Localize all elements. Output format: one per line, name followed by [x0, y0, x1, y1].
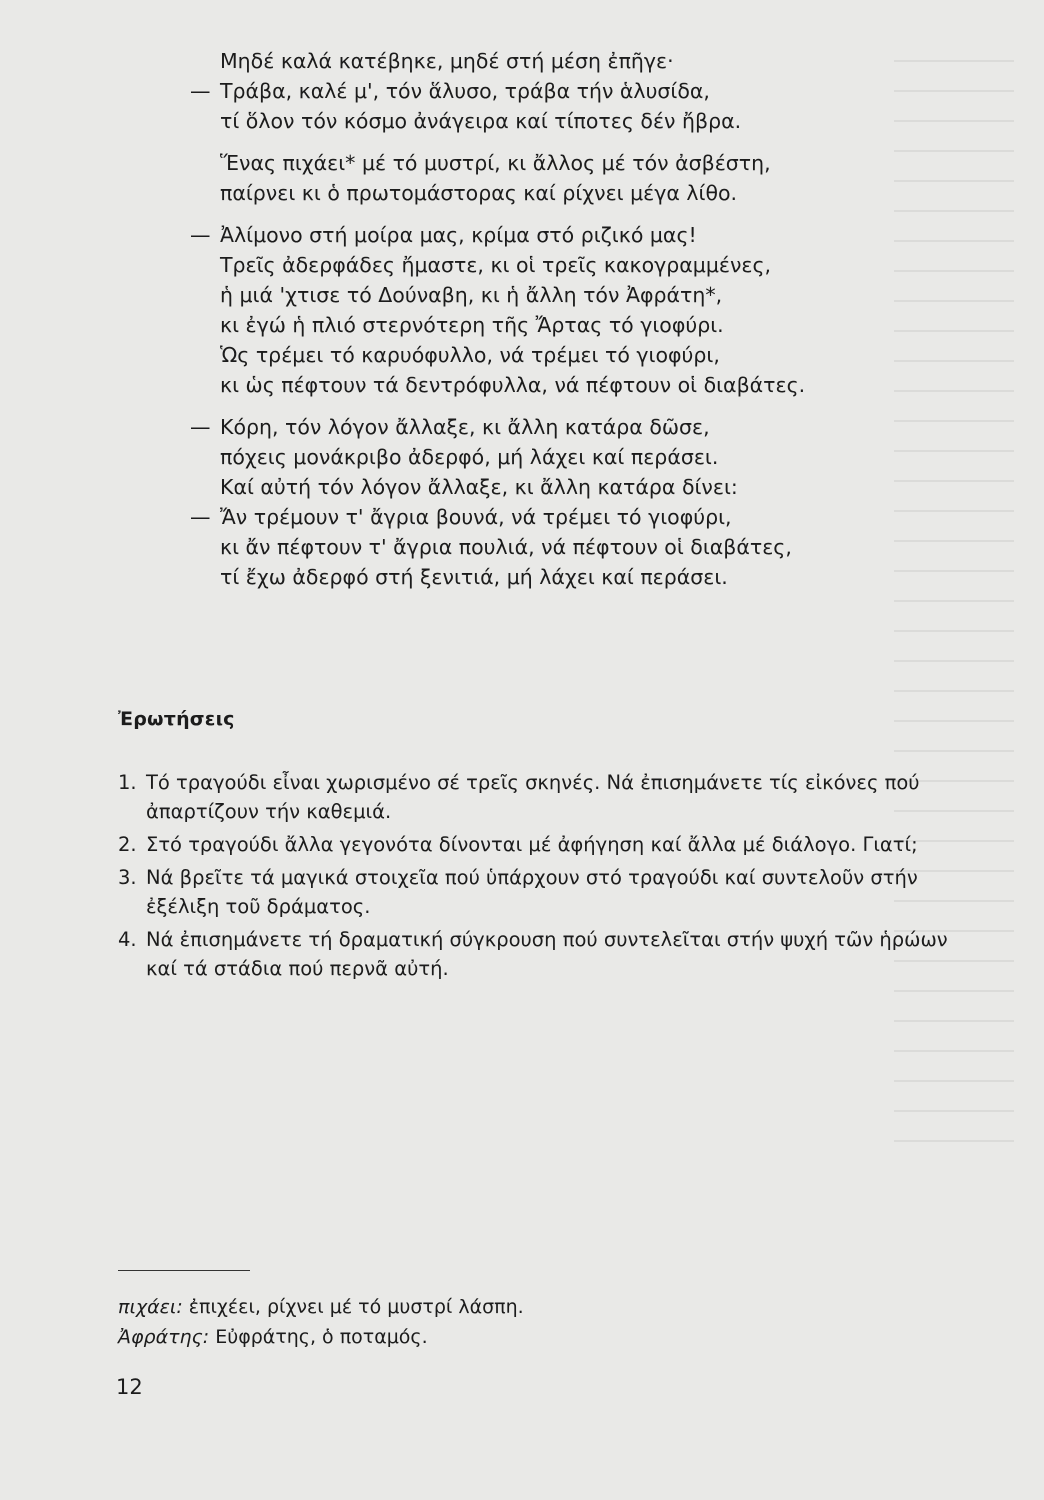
- question-number: 1.: [118, 771, 137, 794]
- page-number: 12: [116, 1375, 143, 1399]
- poem-line: [190, 370, 910, 400]
- poem-line-text: κι ἐγώ ἡ πλιό στερνότερη τῆς Ἄρτας τό γιοφύρι.: [220, 313, 724, 337]
- question-text: Νά βρεῖτε τά μαγικά στοιχεῖα πού ὑπάρχουν στό τραγούδι καί συντελοῦν στήν ἐξέλιξη τοῦ δράματος.: [146, 866, 918, 918]
- footnote: [118, 1322, 818, 1352]
- footnotes: [118, 1292, 818, 1352]
- poem-line: [190, 220, 910, 250]
- poem: [190, 46, 910, 592]
- poem-line-text: Κόρη, τόν λόγον ἄλλαξε, κι ἄλλη κατάρα δῶσε,: [220, 415, 710, 439]
- question-item: [118, 925, 978, 983]
- poem-line: [190, 310, 910, 340]
- poem-line: [190, 148, 910, 178]
- poem-line-text: παίρνει κι ὁ πρωτομάστορας καί ρίχνει μέγα λίθο.: [220, 181, 738, 205]
- poem-line-text: Μηδέ καλά κατέβηκε, μηδέ στή μέση ἐπῆγε·: [220, 49, 674, 73]
- poem-line: [190, 250, 910, 280]
- poem-line: [190, 412, 910, 442]
- footnote-rule: [118, 1270, 250, 1271]
- question-number: 2.: [118, 833, 137, 856]
- poem-line-text: Καί αὐτή τόν λόγον ἄλλαξε, κι ἄλλη κατάρα δίνει:: [220, 475, 738, 499]
- stanza-4: [190, 412, 910, 592]
- dialogue-dash: —: [190, 415, 211, 439]
- poem-line-text: ἡ μιά 'χτισε τό Δούναβη, κι ἡ ἄλλη τόν Ἀφράτη*,: [220, 283, 723, 307]
- question-item: [118, 768, 978, 826]
- poem-line: [190, 106, 910, 136]
- poem-line-text: πόχεις μονάκριβο ἀδερφό, μή λάχει καί περάσει.: [220, 445, 719, 469]
- poem-line: [190, 46, 910, 76]
- footnote: [118, 1292, 818, 1322]
- question-number: 4.: [118, 928, 137, 951]
- stanza-3: [190, 220, 910, 400]
- poem-line: [190, 502, 910, 532]
- poem-line-text: Ὡς τρέμει τό καρυόφυλλο, νά τρέμει τό γιοφύρι,: [220, 343, 720, 367]
- poem-line: [190, 442, 910, 472]
- question-number: 3.: [118, 866, 137, 889]
- footnote-term: Ἀφράτης:: [118, 1326, 210, 1348]
- footnote-definition: Εὐφράτης, ὁ ποταμός.: [209, 1326, 428, 1348]
- poem-line: [190, 472, 910, 502]
- dialogue-dash: —: [190, 505, 211, 529]
- poem-line-text: Ἕνας πιχάει* μέ τό μυστρί, κι ἄλλος μέ τόν ἀσβέστη,: [220, 151, 771, 175]
- question-text: Νά ἐπισημάνετε τή δραματική σύγκρουση πού συντελεῖται στήν ψυχή τῶν ἡρώων καί τά στάδια πού περνᾶ αὐτή.: [146, 928, 948, 980]
- poem-line-text: Τρεῖς ἀδερφάδες ἤμαστε, κι οἱ τρεῖς κακογραμμένες,: [220, 253, 772, 277]
- question-item: [118, 830, 978, 859]
- bleed-through-shadow: [894, 60, 1014, 1160]
- questions-title: Ἐρωτήσεις: [118, 708, 235, 730]
- dialogue-dash: —: [190, 79, 211, 103]
- question-text: Στό τραγούδι ἄλλα γεγονότα δίνονται μέ ἀφήγηση καί ἄλλα μέ διάλογο. Γιατί;: [146, 833, 918, 856]
- question-text: Τό τραγούδι εἶναι χωρισμένο σέ τρεῖς σκηνές. Νά ἐπισημάνετε τίς εἰκόνες πού ἀπαρτίζουν τήν καθεμιά.: [146, 771, 920, 823]
- poem-line: [190, 280, 910, 310]
- questions-list: [118, 768, 978, 983]
- poem-line: [190, 76, 910, 106]
- footnote-definition: ἐπιχέει, ρίχνει μέ τό μυστρί λάσπη.: [182, 1296, 524, 1318]
- poem-line-text: Ἄν τρέμουν τ' ἄγρια βουνά, νά τρέμει τό γιοφύρι,: [220, 505, 732, 529]
- footnote-term: πιχάει:: [118, 1296, 183, 1318]
- poem-line-text: Ἀλίμονο στή μοίρα μας, κρίμα στό ριζικό μας!: [220, 223, 697, 247]
- poem-line: [190, 562, 910, 592]
- poem-line-text: κι ἄν πέφτουν τ' ἄγρια πουλιά, νά πέφτουν οἱ διαβάτες,: [220, 535, 792, 559]
- stanza-2: [190, 148, 910, 208]
- poem-line: [190, 178, 910, 208]
- poem-line-text: τί ἔχω ἀδερφό στή ξενιτιά, μή λάχει καί περάσει.: [220, 565, 728, 589]
- poem-line-text: τί ὅλον τόν κόσμο ἀνάγειρα καί τίποτες δέν ἤβρα.: [220, 109, 742, 133]
- questions-section: [118, 708, 978, 987]
- poem-line: [190, 532, 910, 562]
- question-item: [118, 863, 978, 921]
- poem-line: [190, 340, 910, 370]
- poem-line-text: Τράβα, καλέ μ', τόν ἅλυσο, τράβα τήν ἁλυσίδα,: [220, 79, 710, 103]
- stanza-1: [190, 46, 910, 136]
- poem-line-text: κι ὡς πέφτουν τά δεντρόφυλλα, νά πέφτουν οἱ διαβάτες.: [220, 373, 806, 397]
- dialogue-dash: —: [190, 223, 211, 247]
